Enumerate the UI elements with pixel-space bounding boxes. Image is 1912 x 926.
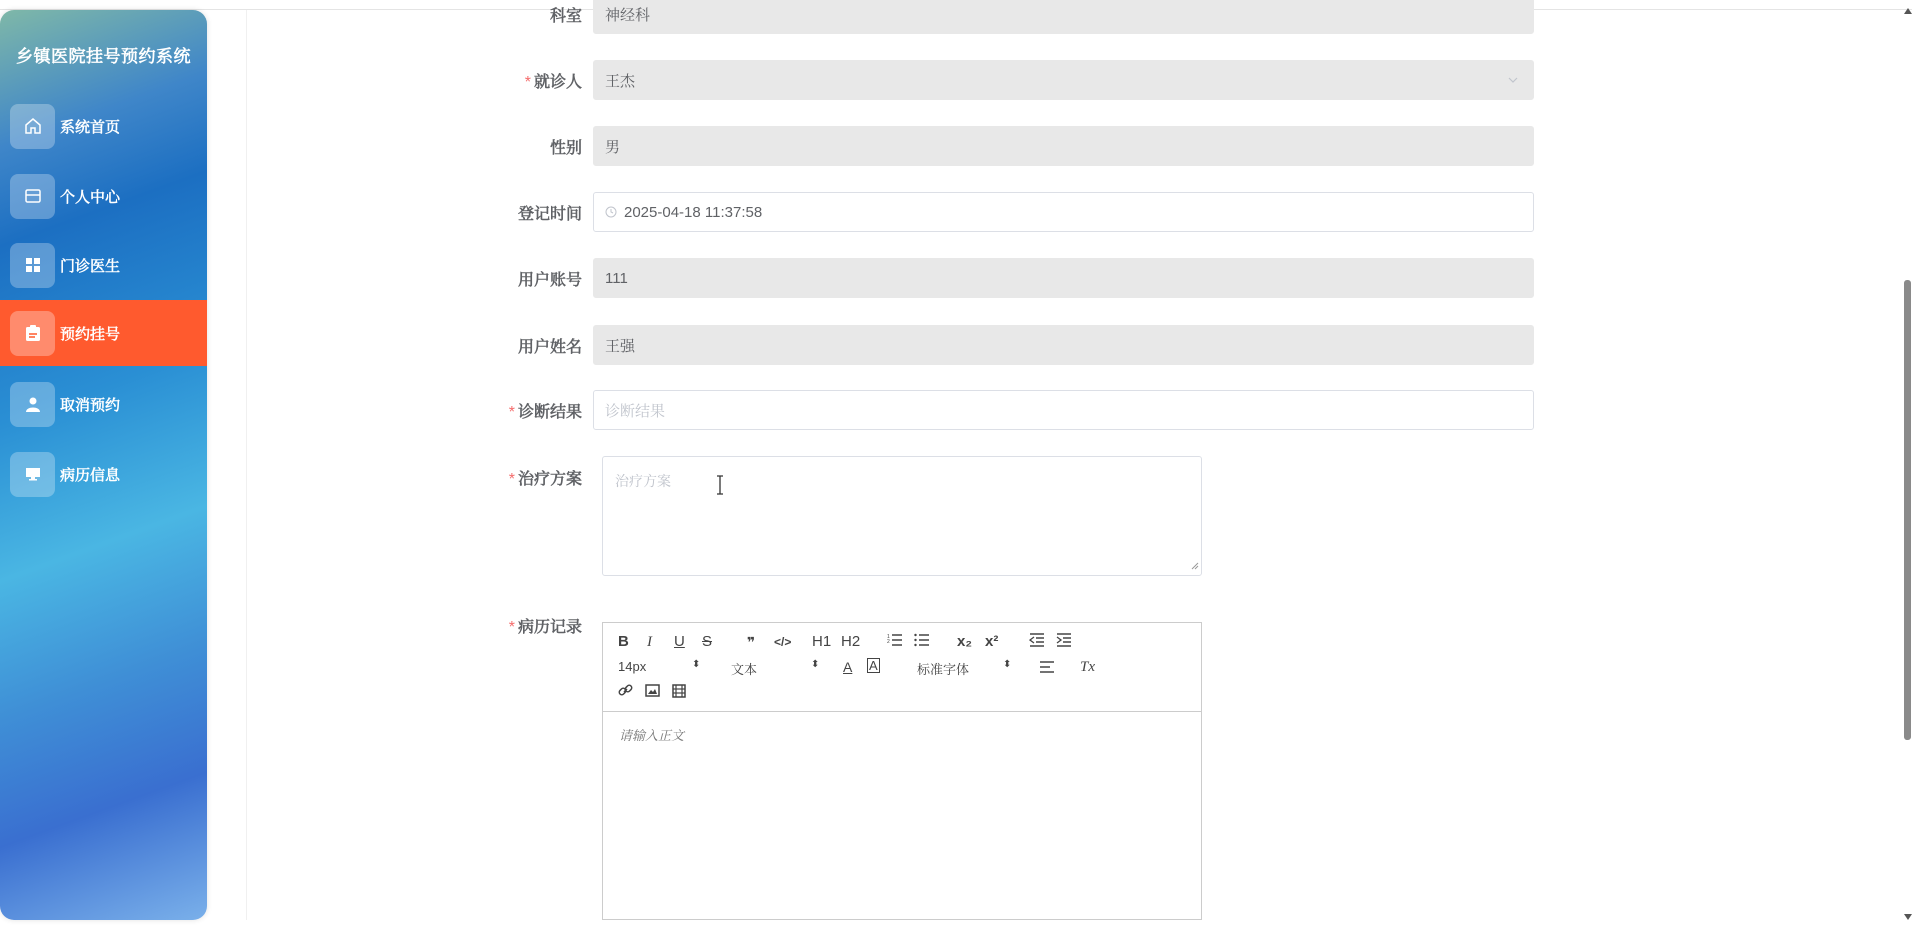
superscript-button[interactable]: x² [985, 633, 999, 650]
blockquote-icon[interactable]: ❞ [747, 634, 756, 650]
diagnosis-label-text: 诊断结果 [517, 403, 582, 421]
scroll-up-icon[interactable] [1904, 2, 1912, 20]
department-label: 科室 [549, 7, 582, 25]
diagnosis-placeholder: 诊断结果 [605, 402, 666, 420]
font-size-value: 14px [618, 659, 647, 674]
image-icon[interactable] [645, 684, 660, 702]
sidebar-item-profile[interactable] [0, 163, 207, 229]
sidebar-item-label: 门诊医生 [60, 257, 121, 275]
strike-button[interactable]: S [702, 633, 713, 650]
department-field [593, 0, 1534, 34]
patient-label [480, 69, 593, 92]
scrollbar[interactable] [1900, 0, 1912, 920]
treatment-label-text: 治疗方案 [517, 471, 582, 488]
sidebar-item-records[interactable] [0, 441, 207, 507]
department-value: 神经科 [605, 6, 651, 24]
clock-icon [605, 206, 617, 218]
user-name-value: 王强 [605, 337, 636, 355]
editor-content[interactable] [603, 713, 1201, 919]
diagnosis-input[interactable] [593, 390, 1534, 430]
treatment-label [480, 458, 593, 489]
bold-button[interactable]: B [618, 633, 629, 650]
user-account-label: 用户账号 [517, 271, 582, 289]
sidebar-item-cancel[interactable] [0, 371, 207, 437]
underline-button[interactable]: U [674, 633, 685, 650]
user-icon [10, 382, 55, 427]
link-icon[interactable] [618, 683, 633, 703]
scroll-down-icon[interactable] [1904, 908, 1912, 926]
sidebar [0, 10, 207, 920]
user-name-label: 用户姓名 [517, 338, 582, 356]
bullet-list-icon[interactable] [914, 633, 930, 652]
form-row-diagnosis [480, 390, 1544, 430]
updown-icon: ⬍ [692, 659, 701, 670]
font-family-select[interactable] [917, 659, 1013, 678]
required-mark: * [508, 471, 515, 488]
user-name-field [593, 325, 1534, 365]
video-icon[interactable] [672, 684, 686, 703]
treatment-placeholder: 治疗方案 [615, 473, 671, 489]
card-icon [10, 174, 55, 219]
outdent-icon[interactable] [1029, 633, 1045, 652]
sidebar-item-home[interactable] [0, 93, 207, 159]
sidebar-item-label: 系统首页 [60, 118, 121, 136]
form-row-register-time [480, 192, 1544, 232]
updown-icon: ⬍ [1003, 659, 1012, 670]
record-label [480, 604, 593, 637]
h2-button[interactable]: H2 [841, 633, 861, 650]
indent-icon[interactable] [1056, 633, 1072, 652]
gender-label: 性别 [549, 139, 582, 157]
record-label-text: 病历记录 [517, 619, 582, 636]
chevron-down-icon [1507, 73, 1519, 90]
editor-toolbar [603, 623, 1201, 712]
svg-text:1: 1 [887, 634, 890, 640]
clipboard-icon [10, 311, 55, 356]
form-row-patient [480, 60, 1544, 100]
register-time-picker[interactable] [593, 192, 1534, 232]
clear-format-button[interactable]: Tx [1080, 659, 1095, 675]
required-mark: * [508, 619, 515, 636]
form-row-gender [480, 126, 1544, 166]
background-color-icon[interactable]: A [869, 658, 878, 673]
sidebar-item-label: 取消预约 [60, 396, 121, 414]
align-icon[interactable] [1039, 660, 1055, 678]
home-icon [10, 104, 55, 149]
editor-placeholder: 请输入正文 [619, 728, 685, 743]
register-time-label: 登记时间 [517, 205, 582, 223]
form-row-user-account [480, 258, 1544, 298]
font-size-select[interactable] [618, 659, 701, 674]
italic-button[interactable]: I [647, 634, 652, 650]
required-mark: * [508, 403, 515, 421]
form-row-department [480, 0, 1544, 34]
sidebar-item-label: 预约挂号 [60, 325, 121, 343]
gender-field [593, 126, 1534, 166]
subscript-button[interactable]: x₂ [957, 633, 973, 650]
patient-label-text: 就诊人 [533, 73, 582, 91]
rich-text-editor [602, 622, 1202, 920]
patient-select[interactable] [593, 60, 1534, 100]
treatment-textarea[interactable] [602, 456, 1202, 576]
svg-text:2: 2 [887, 639, 890, 645]
user-account-value: 111 [605, 269, 628, 287]
form-row-user-name [480, 325, 1544, 365]
text-cursor-icon [714, 475, 726, 500]
diagnosis-label [480, 399, 593, 422]
register-time-value: 2025-04-18 11:37:58 [624, 203, 763, 221]
updown-icon: ⬍ [811, 659, 820, 670]
sidebar-item-label: 病历信息 [60, 466, 121, 484]
ordered-list-icon[interactable] [887, 633, 903, 652]
grid-icon [10, 243, 55, 288]
gender-value: 男 [605, 138, 621, 156]
monitor-icon [10, 452, 55, 497]
sidebar-item-doctors[interactable] [0, 232, 207, 298]
code-icon[interactable]: </> [774, 635, 792, 649]
h1-button[interactable]: H1 [812, 633, 832, 650]
app-title: 乡镇医院挂号预约系统 [16, 47, 191, 66]
scroll-thumb[interactable] [1904, 280, 1911, 740]
sidebar-item-appointment[interactable] [0, 300, 207, 366]
required-mark: * [524, 73, 531, 91]
paragraph-select[interactable] [731, 659, 819, 678]
resize-grip-icon[interactable] [1191, 557, 1199, 573]
font-color-icon[interactable]: A [843, 659, 853, 675]
patient-value: 王杰 [605, 72, 636, 90]
font-family-value: 标准字体 [917, 662, 970, 677]
sidebar-item-label: 个人中心 [60, 188, 121, 206]
user-account-field [593, 258, 1534, 298]
paragraph-value: 文本 [731, 662, 758, 677]
